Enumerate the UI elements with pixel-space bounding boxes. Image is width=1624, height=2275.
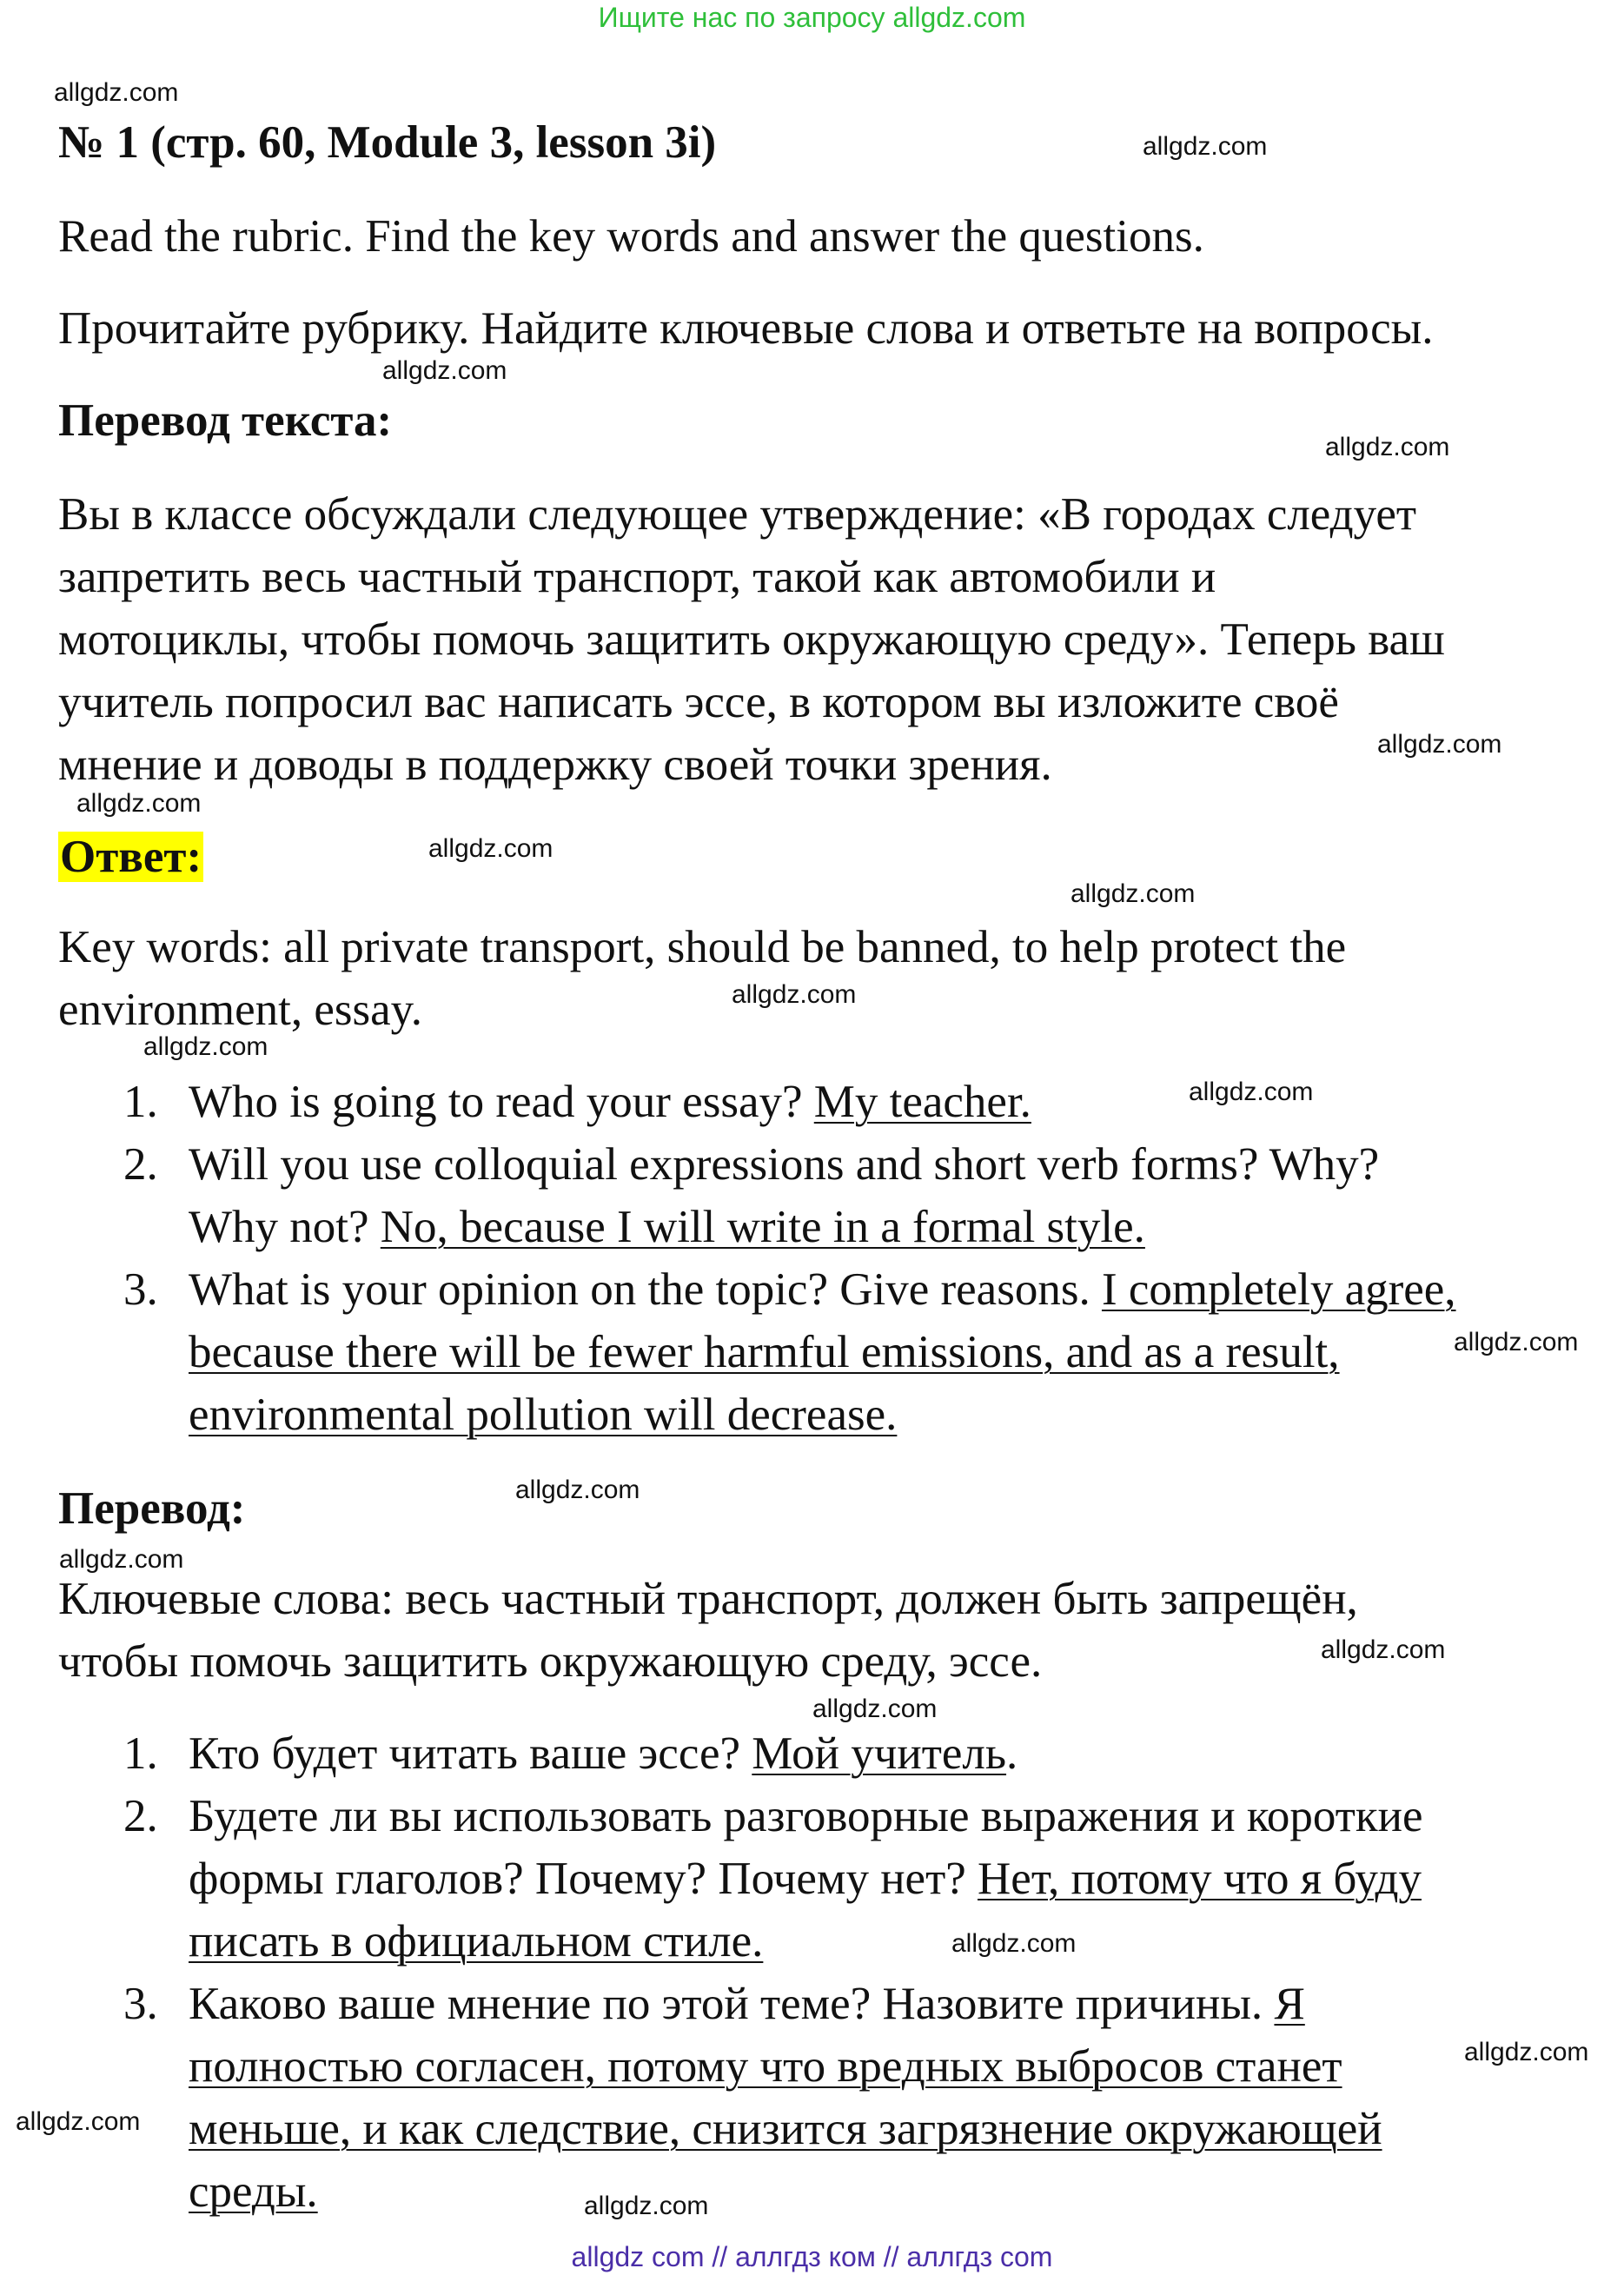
watermark: allgdz.com: [54, 78, 179, 107]
question-ru-3-cont: [189, 2160, 318, 2223]
question-text: Кто будет читать ваше эссе?: [189, 1728, 752, 1779]
question-en-2: [189, 1133, 1379, 1196]
translation2-heading: Перевод:: [58, 1483, 246, 1534]
answer-text: My teacher.: [813, 1077, 1031, 1127]
watermark: allgdz.com: [16, 2107, 141, 2136]
translation-line: мнение и доводы в поддержку своей точки зрения.: [58, 740, 1052, 790]
answer-tail: .: [1006, 1728, 1018, 1779]
question-text: Who is going to read your essay?: [189, 1077, 814, 1127]
watermark: allgdz.com: [812, 1695, 938, 1723]
keywords-en-line: environment, essay.: [58, 985, 422, 1035]
task-en: Read the rubric. Find the key words and answer the questions.: [58, 211, 1204, 262]
watermark: allgdz.com: [1189, 1078, 1314, 1106]
watermark: allgdz.com: [732, 980, 857, 1009]
question-number: 3.: [123, 1264, 158, 1315]
keywords-ru-line: чтобы помочь защитить окружающую среду, эссе.: [58, 1636, 1043, 1687]
question-number: 2.: [123, 1791, 158, 1841]
watermark: allgdz.com: [584, 2192, 709, 2220]
watermark: allgdz.com: [1321, 1635, 1446, 1664]
question-text: What is your opinion on the topic? Give reasons.: [189, 1264, 1102, 1315]
question-number: 1.: [123, 1077, 158, 1127]
keywords-ru-line: Ключевые слова: весь частный транспорт, должен быть запрещён,: [58, 1574, 1358, 1624]
watermark: allgdz.com: [143, 1032, 268, 1061]
top-banner: Ищите нас по запросу allgdz.com: [598, 2, 1026, 33]
answer-text: писать в официальном стиле.: [189, 1916, 764, 1967]
question-ru-2: [189, 1785, 1423, 1847]
question-number: 3.: [123, 1979, 158, 2029]
question-ru-2-cont: [189, 1847, 1422, 1910]
answer-text: полностью согласен, потому что вредных выбросов станет: [189, 2041, 1342, 2092]
translation-line: Вы в классе обсуждали следующее утверждение: «В городах следует: [58, 489, 1417, 540]
watermark: allgdz.com: [59, 1545, 184, 1574]
answer-text: меньше, и как следствие, снизится загрязнение окружающей: [189, 2104, 1382, 2154]
watermark: allgdz.com: [1143, 132, 1268, 161]
task-ru: Прочитайте рубрику. Найдите ключевые слова и ответьте на вопросы.: [58, 303, 1434, 354]
question-en-1: [189, 1071, 1031, 1133]
question-text: Будете ли вы использовать разговорные выражения и короткие: [189, 1791, 1423, 1841]
watermark: allgdz.com: [951, 1929, 1077, 1958]
watermark: allgdz.com: [1071, 879, 1196, 908]
translation-line: мотоциклы, чтобы помочь защитить окружающую среду». Теперь ваш: [58, 614, 1445, 665]
watermark: allgdz.com: [76, 789, 202, 818]
watermark: allgdz.com: [1325, 433, 1450, 461]
question-en-3: [189, 1258, 1456, 1321]
answer-text: Мой учитель: [752, 1728, 1007, 1779]
answer-text: environmental pollution will decrease.: [189, 1390, 898, 1440]
question-en-2-cont: [189, 1196, 1145, 1258]
watermark: allgdz.com: [1454, 1328, 1579, 1356]
answer-text: because there will be fewer harmful emissions, and as a result,: [189, 1327, 1340, 1377]
question-ru-3: [189, 1973, 1305, 2035]
translation-heading: Перевод текста:: [58, 395, 393, 446]
answer-text: Я: [1274, 1979, 1305, 2029]
question-ru-3-cont: [189, 2098, 1382, 2160]
question-text: Why not?: [189, 1202, 381, 1252]
bottom-banner: allgdz com // аллгдз ком // аллгдз com: [571, 2241, 1053, 2272]
watermark: allgdz.com: [382, 356, 507, 385]
question-text: Каково ваше мнение по этой теме? Назовите причины.: [189, 1979, 1275, 2029]
answer-text: I completely agree,: [1101, 1264, 1456, 1315]
answer-text: No, because I will write in a formal style.: [380, 1202, 1145, 1252]
question-en-3-cont: [189, 1383, 897, 1446]
keywords-en-line: Key words: all private transport, should be banned, to help protect the: [58, 922, 1347, 972]
question-number: 1.: [123, 1728, 158, 1779]
question-text: Will you use colloquial expressions and short verb forms? Why?: [189, 1139, 1380, 1190]
question-ru-2-cont: [189, 1910, 763, 1973]
watermark: allgdz.com: [1377, 730, 1502, 759]
answer-text: Нет, потому что я буду: [978, 1854, 1422, 1904]
question-ru-1: [189, 1722, 1017, 1785]
translation-line: запретить весь частный транспорт, такой как автомобили и: [58, 552, 1216, 602]
watermark: allgdz.com: [515, 1476, 640, 1504]
question-text: формы глаголов? Почему? Почему нет?: [189, 1854, 978, 1904]
question-number: 2.: [123, 1139, 158, 1190]
watermark: allgdz.com: [428, 834, 553, 863]
question-en-3-cont: [189, 1321, 1340, 1383]
answer-heading: Ответ:: [60, 832, 202, 882]
watermark: allgdz.com: [1464, 2038, 1589, 2066]
question-ru-3-cont: [189, 2035, 1342, 2098]
answer-text: среды.: [189, 2166, 318, 2217]
page-title: № 1 (стр. 60, Module 3, lesson 3i): [58, 117, 717, 168]
translation-line: учитель попросил вас написать эссе, в котором вы изложите своё: [58, 677, 1339, 727]
